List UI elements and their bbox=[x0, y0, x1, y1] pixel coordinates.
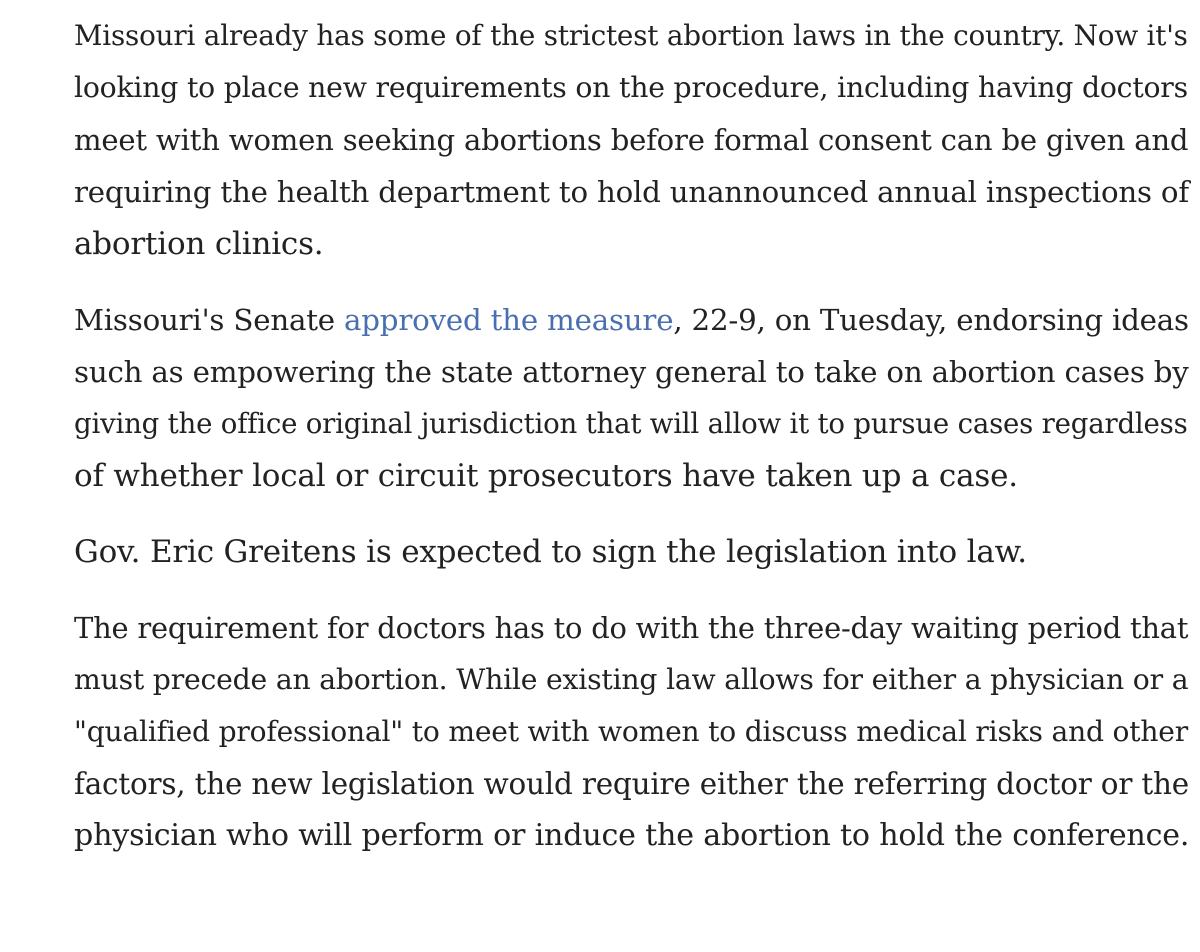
text-line: abortion clinics. bbox=[74, 226, 324, 262]
text-line: requiring the health department to hold unannounced annual inspections of bbox=[74, 175, 1189, 209]
paragraph-2 bbox=[74, 294, 1189, 502]
article-body bbox=[74, 10, 1190, 886]
text-line: of whether local or circuit prosecutors have taken up a case. bbox=[74, 458, 1018, 494]
text-line bbox=[74, 294, 1189, 346]
text-line: physician who will perform or induce the abortion to hold the conference. bbox=[74, 818, 1190, 853]
approved-measure-link[interactable]: approved the measure bbox=[344, 303, 674, 337]
text-line: must precede an abortion. While existing law allows for either a physician or a bbox=[74, 663, 1189, 696]
text-line: giving the office original jurisdiction that will allow it to pursue cases regardless bbox=[74, 407, 1188, 440]
text-line: such as empowering the state attorney general to take on abortion cases by bbox=[74, 355, 1189, 389]
text-line: meet with women seeking abortions before formal consent can be given and bbox=[74, 123, 1189, 157]
text-line: factors, the new legislation would require either the referring doctor or the bbox=[74, 767, 1189, 801]
paragraph-3 bbox=[74, 526, 1184, 578]
paragraph-4 bbox=[74, 602, 1190, 862]
text-segment: Missouri's Senate bbox=[74, 303, 344, 337]
text-segment: , 22-9, on Tuesday, endorsing ideas bbox=[673, 303, 1189, 337]
text-line: Gov. Eric Greitens is expected to sign the legislation into law. bbox=[74, 534, 1027, 570]
text-line: looking to place new requirements on the procedure, including having doctors bbox=[74, 71, 1188, 104]
text-line: Missouri already has some of the strictest abortion laws in the country. Now it's bbox=[74, 19, 1188, 52]
text-line: The requirement for doctors has to do with the three-day waiting period that bbox=[74, 611, 1189, 645]
text-line: "qualified professional" to meet with women to discuss medical risks and other bbox=[74, 715, 1188, 748]
paragraph-1 bbox=[74, 10, 1189, 270]
